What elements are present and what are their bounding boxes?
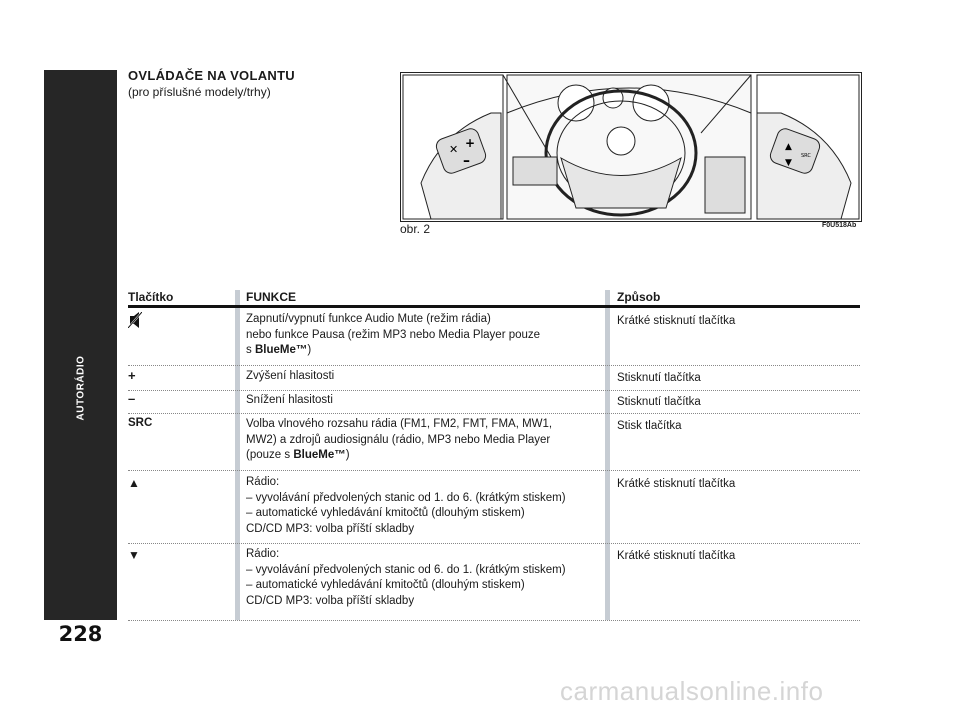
function-plus: Zvýšení hlasitosti bbox=[246, 370, 335, 382]
svg-text:▲: ▲ bbox=[785, 142, 792, 152]
svg-text:–: – bbox=[463, 153, 470, 169]
function-down: Rádio: – vyvolávání předvolených stanic od 6. do 1. (krátkým stiskem) – automatické vyhledávání kmitočtů (dlouhým stiskem) CD/CD MP3: volba příští skladby bbox=[246, 548, 566, 607]
method-up: Krátké stisknutí tlačítka bbox=[617, 478, 736, 490]
watermark: carmanualsonline.info bbox=[560, 676, 824, 706]
mute-icon bbox=[128, 312, 142, 331]
function-up: Rádio: – vyvolávání předvolených stanic od 1. do 6. (krátkým stiskem) – automatické vyhledávání kmitočtů (dlouhým stiskem) CD/CD MP3: volba příští skladby bbox=[246, 476, 566, 535]
header-button: Tlačítko bbox=[128, 290, 174, 304]
method-down: Krátké stisknutí tlačítka bbox=[617, 550, 736, 562]
figure-label: obr. 2 bbox=[400, 222, 431, 236]
page-title: OVLÁDAČE NA VOLANTU bbox=[128, 68, 295, 83]
steering-wheel-figure bbox=[400, 72, 862, 222]
column-band-right bbox=[605, 290, 610, 620]
row-divider bbox=[128, 390, 860, 391]
header-rule bbox=[128, 305, 860, 308]
row-divider bbox=[128, 543, 860, 544]
header-method: Způsob bbox=[617, 290, 661, 304]
svg-text:SRC: SRC bbox=[801, 153, 811, 159]
function-src: Volba vlnového rozsahu rádia (FM1, FM2, FMT, FMA, MW1, MW2) a zdrojů audiosignálu (rádio, MP3 nebo Media Player (pouze s BlueMe™) bbox=[246, 418, 553, 461]
down-arrow-icon: ▼ bbox=[128, 548, 140, 562]
method-plus: Stisknutí tlačítka bbox=[617, 372, 701, 384]
function-minus: Snížení hlasitosti bbox=[246, 394, 333, 406]
figure-code: F0U518Ab bbox=[822, 222, 857, 229]
plus-symbol: + bbox=[128, 368, 136, 383]
side-tab bbox=[44, 70, 117, 620]
minus-symbol: – bbox=[128, 391, 136, 406]
steering-wheel-illustration bbox=[401, 73, 861, 221]
page-subtitle: (pro příslušné modely/trhy) bbox=[128, 85, 271, 99]
svg-text:▼: ▼ bbox=[785, 158, 792, 168]
row-divider bbox=[128, 365, 860, 366]
svg-text:+: + bbox=[465, 136, 476, 150]
src-label: SRC bbox=[128, 417, 153, 429]
section-label: AUTORÁDIO bbox=[75, 355, 86, 421]
method-mute: Krátké stisknutí tlačítka bbox=[617, 315, 736, 327]
row-divider bbox=[128, 620, 860, 621]
method-minus: Stisknutí tlačítka bbox=[617, 396, 701, 408]
row-divider bbox=[128, 413, 860, 414]
header-function: FUNKCE bbox=[246, 290, 296, 304]
column-band-left bbox=[235, 290, 240, 620]
page-number: 228 bbox=[58, 622, 103, 646]
function-mute: Zapnutí/vypnutí funkce Audio Mute (režim rádia) nebo funkce Pausa (režim MP3 nebo Media Player pouze s BlueMe™) bbox=[246, 313, 541, 356]
method-src: Stisk tlačítka bbox=[617, 420, 682, 432]
row-divider bbox=[128, 470, 860, 471]
svg-text:✕: ✕ bbox=[449, 143, 459, 156]
up-arrow-icon: ▲ bbox=[128, 476, 140, 490]
